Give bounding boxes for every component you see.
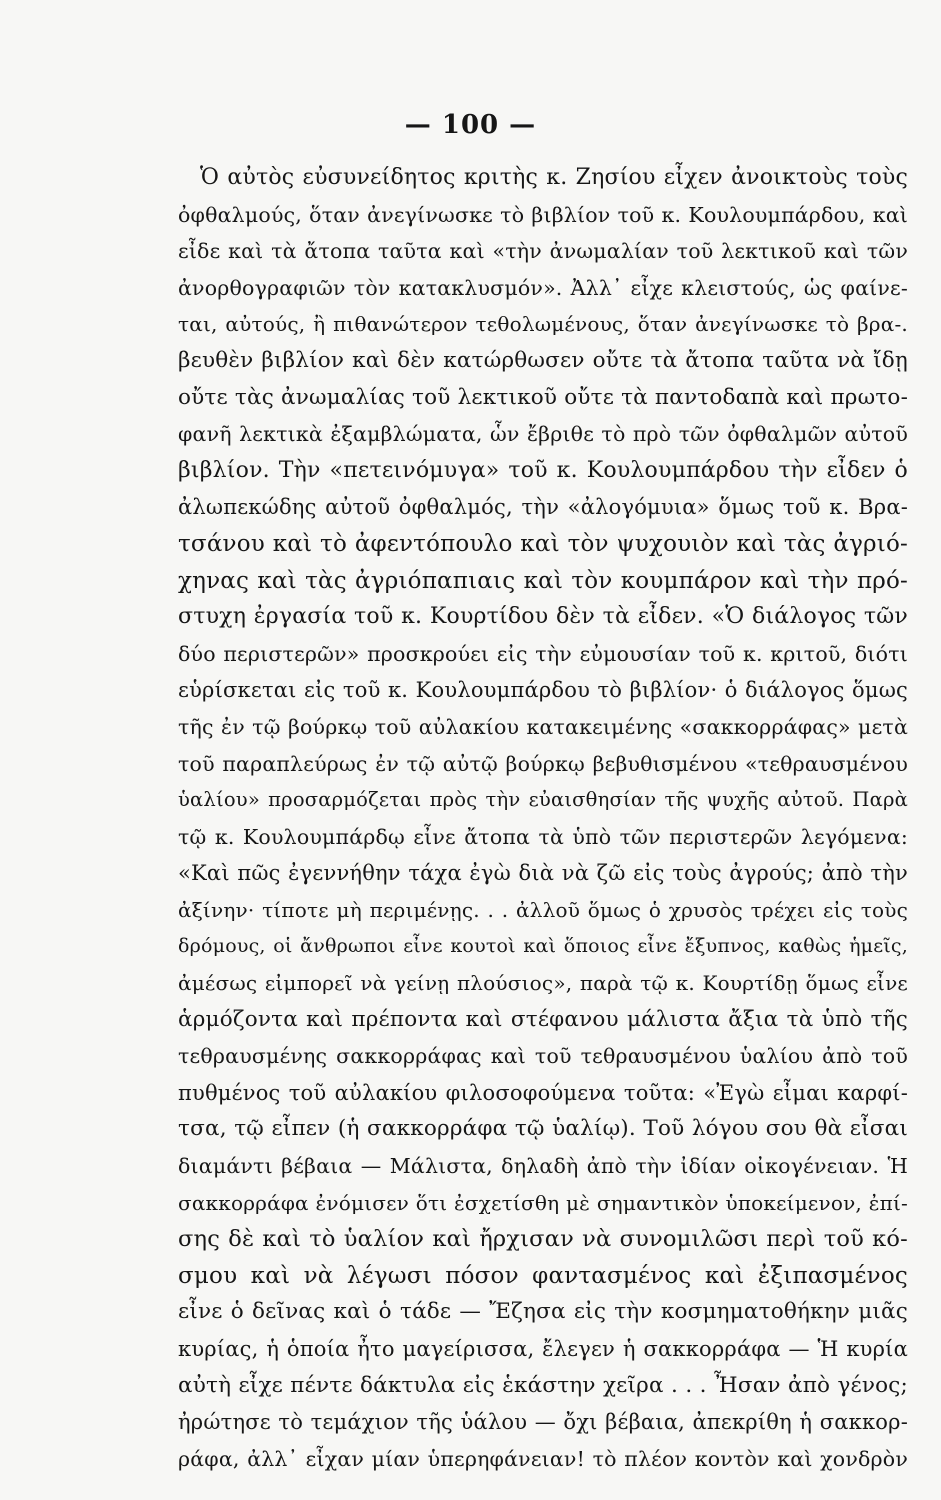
text-line: βευθὲν βιβλίον καὶ δὲν κατώρθωσεν οὔτε τὰ ἄτοπα ταῦτα νὰ ἴδῃ	[178, 347, 908, 373]
page-number: — 100 —	[404, 110, 537, 140]
text-line: ράφα, ἀλλ᾿ εἶχαν μίαν ὑπερηφάνειαν! τὸ πλέον κοντὸν καὶ χονδρὸν	[178, 1446, 908, 1471]
text-line: πυθμένος τοῦ αὐλακίου φιλοσοφούμενα τοῦτα: «Ἐγὼ εἶμαι καρφί-	[178, 1080, 908, 1105]
text-line: στυχη ἐργασία τοῦ κ. Κουρτίδου δὲν τὰ εἶδεν. «Ὁ διάλογος τῶν	[178, 604, 908, 630]
text-line: ται, αὐτούς, ἢ πιθανώτερον τεθολωμένους, ὅταν ἀνεγίνωσκε τὸ βρα-.	[178, 312, 908, 337]
text-line: σης δὲ καὶ τὸ ὑαλίον καὶ ἤρχισαν νὰ συνομιλῶσι περὶ τοῦ κό-	[178, 1226, 908, 1253]
text-line: ὀφθαλμούς, ὅταν ἀνεγίνωσκε τὸ βιβλίον τοῦ κ. Κουλουμπάρδου, καὶ	[178, 202, 908, 227]
body-text	[178, 160, 908, 1477]
text-line: κυρίας, ἡ ὁποία ἦτο μαγείρισσα, ἔλεγεν ἡ σακκορράφα — Ἡ κυρία	[178, 1337, 908, 1361]
text-line: ἀλωπεκώδης αὐτοῦ ὀφθαλμός, τὴν «ἀλογόμυια» ὅμως τοῦ κ. Βρα-	[178, 495, 908, 520]
text-line: σακκορράφα ἐνόμισεν ὅτι ἐσχετίσθη μὲ σημαντικὸν ὑποκείμενον, ἐπί-	[178, 1190, 908, 1215]
text-line: ἀξίνην· τίποτε μὴ περιμένῃς. . . ἀλλοῦ ὅμως ὁ χρυσὸς τρέχει εἰς τοὺς	[178, 897, 908, 922]
text-line: αὐτὴ εἶχε πέντε δάκτυλα εἰς ἑκάστην χεῖρα . . . Ἦσαν ἀπὸ γένος;	[178, 1372, 908, 1398]
text-line: τσάνου καὶ τὸ ἀφεντόπουλο καὶ τὸν ψυχουιὸν καὶ τὰς ἀγριό-	[178, 530, 908, 557]
text-line: ὑαλίου» προσαρμόζεται πρὸς τὴν εὐαισθησίαν τῆς ψυχῆς αὐτοῦ. Παρὰ	[178, 788, 908, 812]
text-line: ἠρώτησε τὸ τεμάχιον τῆς ὑάλου — ὄχι βέβαια, ἀπεκρίθη ἡ σακκορ-	[178, 1410, 908, 1435]
text-line: ἀνορθογραφιῶν τὸν κατακλυσμόν». Ἀλλ᾿ εἶχε κλειστούς, ὡς φαίνε-	[178, 275, 908, 300]
text-line: δρόμους, οἱ ἄνθρωποι εἶνε κουτοὶ καὶ ὅποιος εἶνε ἔξυπνος, καθὼς ἡμεῖς,	[178, 935, 908, 958]
text-line: χηνας καὶ τὰς ἀγριόπαπιαις καὶ τὸν κουμπάρον καὶ τὴν πρό-	[178, 567, 908, 594]
text-line: εὑρίσκεται εἰς τοῦ κ. Κουλουμπάρδου τὸ βιβλίον· ὁ διάλογος ὅμως	[178, 678, 908, 703]
text-line: Ὁ αὐτὸς εὐσυνείδητος κριτὴς κ. Ζησίου εἶχεν ἀνοικτοὺς τοὺς	[200, 165, 908, 190]
text-line: διαμάντι βέβαια — Μάλιστα, δηλαδὴ ἀπὸ τὴν ἰδίαν οἰκογένειαν. Ἡ	[178, 1154, 908, 1179]
text-line: σμου καὶ νὰ λέγωσι πόσον φαντασμένος καὶ ἐξιπασμένος	[178, 1262, 908, 1289]
text-line: τῆς ἐν τῷ βούρκῳ τοῦ αὐλακίου κατακειμένης «σακκορράφας» μετὰ	[178, 714, 908, 739]
text-line: τσα, τῷ εἶπεν (ἡ σακκορράφα τῷ ὑαλίῳ). Τοῦ λόγου σου θὰ εἶσαι	[178, 1116, 908, 1142]
text-line: φανῆ λεκτικὰ ἐξαμβλώματα, ὧν ἔβριθε τὸ πρὸ τῶν ὀφθαλμῶν αὐτοῦ	[178, 422, 908, 447]
text-line: τοῦ παραπλεύρως ἐν τῷ αὐτῷ βούρκῳ βεβυθισμένου «τεθραυσμένου	[178, 751, 908, 776]
text-line: οὔτε τὰς ἀνωμαλίας τοῦ λεκτικοῦ οὔτε τὰ παντοδαπὰ καὶ πρωτο-	[178, 384, 909, 410]
text-line: εἶνε ὁ δεῖνας καὶ ὁ τάδε — Ἔζησα εἰς τὴν κοσμηματοθήκην μιᾶς	[178, 1299, 908, 1325]
text-line: ἀμέσως εἰμπορεῖ νὰ γείνῃ πλούσιος», παρὰ τῷ κ. Κουρτίδῃ ὅμως εἶνε	[178, 971, 908, 996]
text-line: «Καὶ πῶς ἐγεννήθην τάχα ἐγὼ διὰ νὰ ζῶ εἰς τοὺς ἀγρούς; ἀπὸ τὴν	[178, 861, 908, 886]
text-line: τῷ κ. Κουλουμπάρδῳ εἶνε ἄτοπα τὰ ὑπὸ τῶν περιστερῶν λεγόμενα:	[178, 824, 908, 849]
text-line: βιβλίον. Τὴν «πετεινόμυγα» τοῦ κ. Κουλουμπάρδου τὴν εἶδεν ὁ	[178, 457, 908, 483]
text-line: ἁρμόζοντα καὶ πρέποντα καὶ στέφανου μάλιστα ἄξια τὰ ὑπὸ τῆς	[178, 1006, 908, 1032]
text-line: δύο περιστερῶν» προσκρούει εἰς τὴν εὐμουσίαν τοῦ κ. κριτοῦ, διότι	[178, 641, 908, 666]
text-line: τεθραυσμένης σακκορράφας καὶ τοῦ τεθραυσμένου ὑαλίου ἀπὸ τοῦ	[178, 1044, 908, 1069]
text-line: εἶδε καὶ τὰ ἄτοπα ταῦτα καὶ «τὴν ἀνωμαλίαν τοῦ λεκτικοῦ καὶ τῶν	[178, 239, 908, 264]
